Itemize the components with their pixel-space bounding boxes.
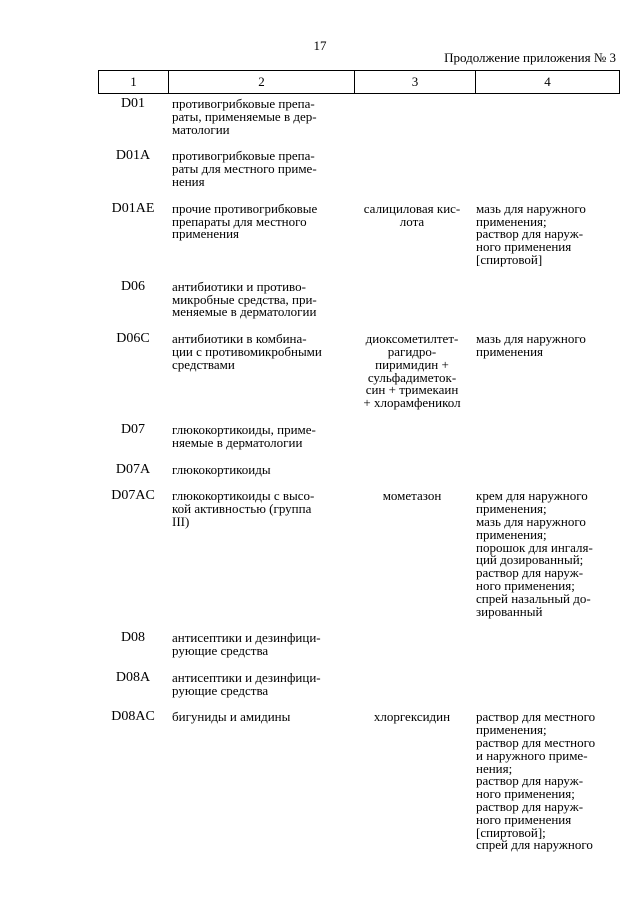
atc-code: D06 <box>120 278 146 294</box>
substance-name-line: лота <box>399 213 425 229</box>
dosage-forms-line: раствор для наруж- <box>476 799 584 815</box>
substance-name-line: хлоргексидин <box>373 709 451 725</box>
anatomic-group-line: кой активностью (группа <box>172 501 312 517</box>
dosage-forms <box>470 424 619 450</box>
atc-code: D08 <box>120 630 146 646</box>
dosage-forms <box>470 464 619 477</box>
anatomic-group-line: бигуниды и амидины <box>172 709 291 725</box>
dosage-forms <box>470 490 619 618</box>
dosage-forms <box>470 281 619 319</box>
substance-name <box>346 464 470 477</box>
dosage-forms-line: ного применения <box>476 811 572 827</box>
dosage-forms-line: раствор для наруж- <box>476 226 584 242</box>
anatomic-group-line: препараты для местного <box>172 213 307 229</box>
substance-name-line: мометазон <box>382 488 442 504</box>
header-col-4: 4 <box>476 71 620 94</box>
substance-name <box>346 672 470 698</box>
anatomic-group <box>168 200 346 267</box>
anatomic-group <box>168 421 346 450</box>
dosage-forms-line: раствор для местного <box>476 709 596 725</box>
table-row <box>98 150 619 188</box>
dosage-forms-line: применения; <box>476 213 547 229</box>
dosage-forms-line: [спиртовой]; <box>476 824 546 840</box>
dosage-forms-line: ций дозированный; <box>476 552 584 568</box>
table-body <box>98 98 619 866</box>
anatomic-group-line: ции с противомикробными <box>172 343 322 359</box>
table-row <box>98 711 619 852</box>
header-col-1: 1 <box>99 71 169 94</box>
page-number: 17 <box>313 38 327 53</box>
anatomic-group <box>168 490 346 618</box>
atc-code: D08AC <box>111 709 155 725</box>
dosage-forms <box>470 711 619 852</box>
atc-code: D06C <box>116 331 150 347</box>
anatomic-group-line: рующие средства <box>172 682 269 698</box>
dosage-forms-line: раствор для местного <box>476 735 596 751</box>
anatomic-group-line: няемые в дерматологии <box>172 434 303 450</box>
dosage-forms <box>470 632 619 658</box>
atc-code: D08A <box>115 669 151 685</box>
dosage-forms-line: спрей для наружного <box>476 837 593 853</box>
anatomic-group-line: рующие средства <box>172 643 269 659</box>
substance-name-line: пиримидин + <box>375 356 449 372</box>
dosage-forms-line: применения <box>476 343 544 359</box>
substance-name <box>346 711 470 852</box>
anatomic-group-line: антисептики и дезинфици- <box>172 669 321 685</box>
atc-code: D07 <box>120 421 146 437</box>
table-row <box>98 98 619 136</box>
anatomic-group <box>168 632 346 658</box>
substance-name-line: син + тримекаин <box>365 382 459 398</box>
dosage-forms-line: мазь для наружного <box>476 200 586 216</box>
anatomic-group-line: противогрибковые препа- <box>172 148 315 164</box>
anatomic-group-line: антибиотики в комбина- <box>172 331 307 347</box>
dosage-forms <box>470 150 619 188</box>
header-col-3: 3 <box>355 71 476 94</box>
dosage-forms-line: применения; <box>476 501 547 517</box>
anatomic-group <box>168 669 346 698</box>
anatomic-group-line: антисептики и дезинфици- <box>172 630 321 646</box>
atc-code: D01AE <box>111 200 155 216</box>
dosage-forms-line: порошок для ингаля- <box>476 539 593 555</box>
substance-name <box>346 150 470 188</box>
dosage-forms <box>470 200 619 267</box>
anatomic-group-line: глюкокортикоиды с высо- <box>172 488 315 504</box>
anatomic-group-line: III) <box>172 513 190 529</box>
dosage-forms-line: применения; <box>476 722 547 738</box>
table-row <box>98 333 619 410</box>
continuation-note: Продолжение приложения № 3 <box>444 50 616 65</box>
atc-code: D07AC <box>111 488 155 504</box>
dosage-forms <box>470 333 619 410</box>
substance-name <box>346 490 470 618</box>
table-row <box>98 632 619 658</box>
anatomic-group-line: глюкокортикоиды <box>172 461 271 477</box>
header-col-2: 2 <box>169 71 355 94</box>
table-row <box>98 461 619 477</box>
table-row <box>98 200 619 267</box>
atc-code: D01 <box>120 96 146 111</box>
anatomic-group-line: средствами <box>172 356 235 372</box>
substance-name-line: + хлорамфеникол <box>363 395 461 411</box>
substance-name-line: рагидро- <box>387 343 437 359</box>
dosage-forms-line: применения; <box>476 526 547 542</box>
dosage-forms-line: крем для наружного <box>476 488 588 504</box>
anatomic-group <box>168 98 346 136</box>
substance-name <box>346 424 470 450</box>
dosage-forms-line: ного применения <box>476 239 572 255</box>
dosage-forms-line: и наружного приме- <box>476 747 588 763</box>
substance-name <box>346 632 470 658</box>
table-header <box>98 70 620 94</box>
anatomic-group-line: микробные средства, при- <box>172 291 317 307</box>
dosage-forms-line: [спиртовой] <box>476 251 543 267</box>
anatomic-group <box>168 150 346 188</box>
substance-name <box>346 200 470 267</box>
dosage-forms-line: раствор для наруж- <box>476 773 584 789</box>
anatomic-group-line: раты для местного приме- <box>172 161 317 177</box>
dosage-forms-line: спрей назальный до- <box>476 590 591 606</box>
dosage-forms-line: ного применения; <box>476 577 575 593</box>
anatomic-group <box>168 333 346 410</box>
substance-name <box>346 98 470 136</box>
anatomic-group-line: прочие противогрибковые <box>172 200 318 216</box>
substance-name-line: диоксометилтет- <box>365 331 459 347</box>
dosage-forms-line: мазь для наружного <box>476 513 586 529</box>
dosage-forms-line: ного применения; <box>476 786 575 802</box>
anatomic-group-line: матологии <box>172 121 230 137</box>
dosage-forms-line: нения; <box>476 760 513 776</box>
atc-code: D07A <box>115 461 151 477</box>
anatomic-group-line: применения <box>172 226 240 242</box>
table-row <box>98 421 619 450</box>
substance-name-line: сульфадиметок- <box>367 369 457 385</box>
anatomic-group-line: противогрибковые препа- <box>172 96 315 111</box>
substance-name <box>346 333 470 410</box>
dosage-forms-line: мазь для наружного <box>476 331 586 347</box>
table-row <box>98 490 619 618</box>
dosage-forms <box>470 672 619 698</box>
substance-name-line: салициловая кис- <box>363 200 461 216</box>
anatomic-group <box>168 461 346 477</box>
atc-code: D01A <box>115 148 151 164</box>
anatomic-group-line: меняемые в дерматологии <box>172 304 317 320</box>
substance-name <box>346 281 470 319</box>
anatomic-group-line: глюкокортикоиды, приме- <box>172 421 316 437</box>
anatomic-group-line: нения <box>172 173 205 189</box>
table-row <box>98 669 619 698</box>
anatomic-group <box>168 711 346 852</box>
dosage-forms <box>470 98 619 136</box>
dosage-forms-line: раствор для наруж- <box>476 565 584 581</box>
anatomic-group-line: раты, применяемые в дер- <box>172 108 317 124</box>
anatomic-group-line: антибиотики и противо- <box>172 278 306 294</box>
table-row <box>98 278 619 320</box>
anatomic-group <box>168 278 346 320</box>
dosage-forms-line: зированный <box>476 603 543 619</box>
